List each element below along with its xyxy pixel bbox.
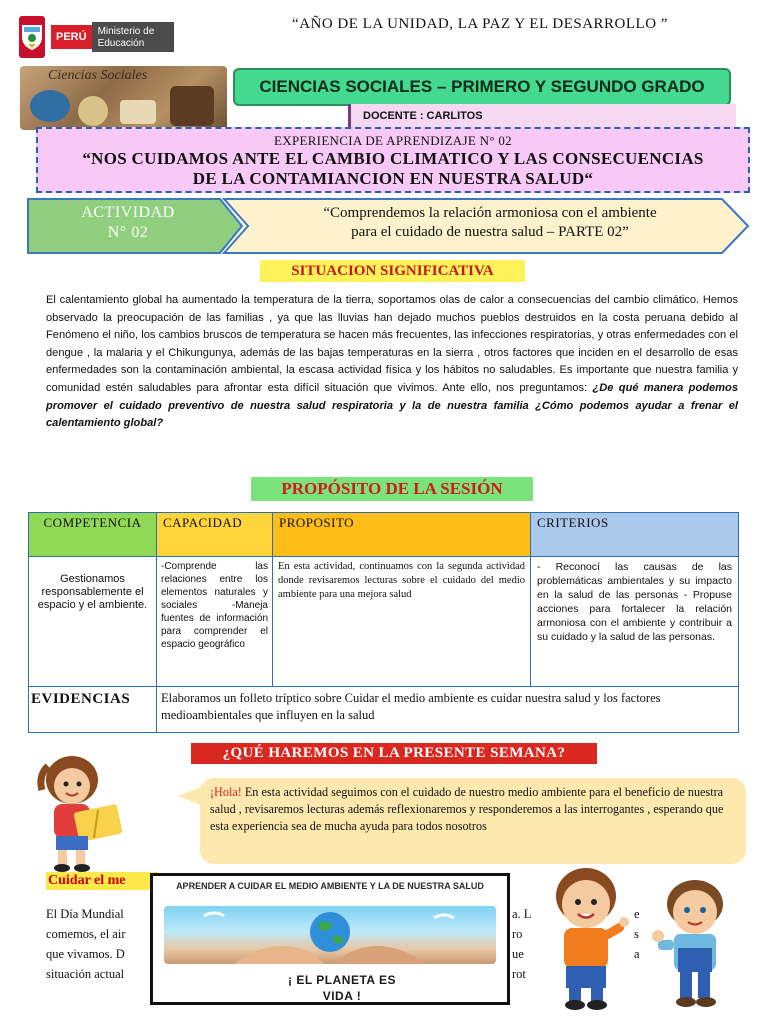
course-title: CIENCIAS SOCIALES – PRIMERO Y SEGUNDO GRADO [233, 68, 731, 106]
activity-label-line2: N° 02 [107, 224, 149, 241]
reading-fragment-2: ro [512, 927, 523, 941]
hola-greeting: ¡Hola! [210, 785, 242, 799]
reading-fragment-1: a. L [512, 907, 532, 921]
reading-left-column [46, 904, 126, 984]
cell-competencia: Gestionamos responsablemente el espacio y el ambiente. [29, 557, 157, 687]
reading-line-1: El Día Mundial [46, 907, 124, 921]
poster-heading: APRENDER A CUIDAR EL MEDIO AMBIENTE Y LA DE NUESTRA SALUD [176, 881, 484, 891]
ministry-logo [19, 14, 174, 60]
peru-crest-icon [19, 16, 45, 58]
situation-body: El calentamiento global ha aumentado la temperatura de la tierra, soportamos olas de calor a consecuencias del cambio climático. Hemos observado la preocupación de las familias , ya que las lluvias han dejado muchos pueblos destruidos en la costa peruana debido al Fenómeno el niño, los cambios bruscos de temperatura se hacen más frecuentes, las infecciones respiratorias, y otras enfermedades con el dengue , la malaria y el Chikungunya, además de las bajas temperaturas en la sierra , otros factores que inciden en el desarrollo de esas enfermedades son la contaminación ambiental, la escasa actividad física y los hábitos no saludables. Es importante que nuestra familia y comunidad estén saludables para afrontar esta difícil situación que vivimos. Ante ello, nos preguntamos: [46, 294, 738, 394]
boy-pointing-illustration [542, 862, 632, 1012]
year-motto: “AÑO DE LA UNIDAD, LA PAZ Y EL DESARROLLO ” [292, 16, 668, 32]
activity-description [255, 204, 725, 242]
social-sciences-image [20, 66, 227, 130]
evidence-text: Elaboramos un folleto tríptico sobre Cuidar el medio ambiente es cuidar nuestra salud y los factores medioambientales que influyen en la salud [157, 687, 739, 733]
reading-far-3: a [634, 947, 640, 961]
reading-fragment-3: ue [512, 947, 524, 961]
cell-proposito: En esta actividad, continuamos con la segunda actividad donde revisaremos lecturas sobre el cuidado del medio ambiente para una mejora salud [273, 557, 531, 687]
week-message [210, 784, 738, 835]
girl-reading-illustration [24, 752, 136, 872]
logo-ministry: Ministerio de Educación [92, 22, 174, 52]
header-capacidad: CAPACIDAD [157, 513, 273, 557]
logo-country: PERÚ [51, 25, 92, 49]
activity-desc-line2: para el cuidado de nuestra salud – PARTE 02” [351, 224, 629, 240]
experience-label: EXPERIENCIA DE APRENDIZAJE N° 02 [274, 133, 512, 148]
reading-line-4: situación actual [46, 967, 125, 981]
reading-far-2: s [634, 927, 639, 941]
experience-title-line2: DE LA CONTAMIANCION EN NUESTRA SALUD“ [192, 169, 594, 188]
teacher-label: DOCENTE : CARLITOS [348, 104, 736, 127]
header-proposito: PROPOSITO [273, 513, 531, 557]
reading-right-fragments [512, 904, 531, 984]
header-competencia: COMPETENCIA [29, 513, 157, 557]
poster-slogan [222, 972, 462, 1004]
situation-question: ¿De qué manera podemos promover el cuidado preventivo de nuestra salud respiratoria y la de nuestra familia ¿Cómo podemos ayudar a frenar el calentamiento global? [46, 381, 738, 430]
week-title: ¿QUÉ HAREMOS EN LA PRESENTE SEMANA? [191, 743, 597, 764]
header-criterios: CRITERIOS [531, 513, 739, 557]
purpose-title: PROPÓSITO DE LA SESIÓN [251, 477, 533, 501]
poster-slogan-line1: ¡ EL PLANETA ES [288, 973, 396, 987]
evidence-label: EVIDENCIAS [29, 687, 157, 733]
reading-fragment-4: rot [512, 967, 526, 981]
reading-far-fragments [634, 904, 640, 964]
situation-title: SITUACION SIGNIFICATIVA [260, 260, 525, 282]
hands-earth-image [164, 906, 496, 964]
activity-number [40, 203, 216, 243]
week-message-body: En esta actividad seguimos con el cuidado de nuestro medio ambiente para el beneficio de nuestra salud , revisaremos lecturas además reflexionaremos y responderemos a las interrogantes , esperando que esta experiencia sea de mucha ayuda para todos nosotros [210, 785, 724, 833]
boy-thumbs-up-illustration [650, 874, 740, 1014]
reading-far-1: e [634, 907, 640, 921]
reading-line-3: que vivamos. D [46, 947, 125, 961]
situation-text [46, 292, 738, 433]
course-image-label: Ciencias Sociales [48, 68, 148, 83]
cell-criterios: - Reconocí las causas de las problemáticas ambientales y su impacto en la salud de las personas - Propuse acciones para fortalecer la relación armoniosa con el ambiente y contribuir a su cuidado y la salud de las personas. [531, 557, 739, 687]
activity-desc-line1: “Comprendemos la relación armoniosa con el ambiente [323, 205, 657, 221]
reading-line-2: comemos, el air [46, 927, 126, 941]
activity-label-line1: ACTIVIDAD [81, 204, 175, 221]
poster-slogan-line2: VIDA ! [322, 989, 362, 1003]
cell-capacidad: -Comprende las relaciones entre los elementos naturales y sociales -Maneja fuentes de información para comprender el espacio geográfico [157, 557, 273, 687]
experience-box [36, 127, 750, 193]
experience-title-line1: “NOS CUIDAMOS ANTE EL CAMBIO CLIMATICO Y LAS CONSECUENCIAS [82, 149, 704, 168]
purpose-table [28, 512, 739, 733]
reading-title: Cuidar el me [46, 872, 158, 890]
